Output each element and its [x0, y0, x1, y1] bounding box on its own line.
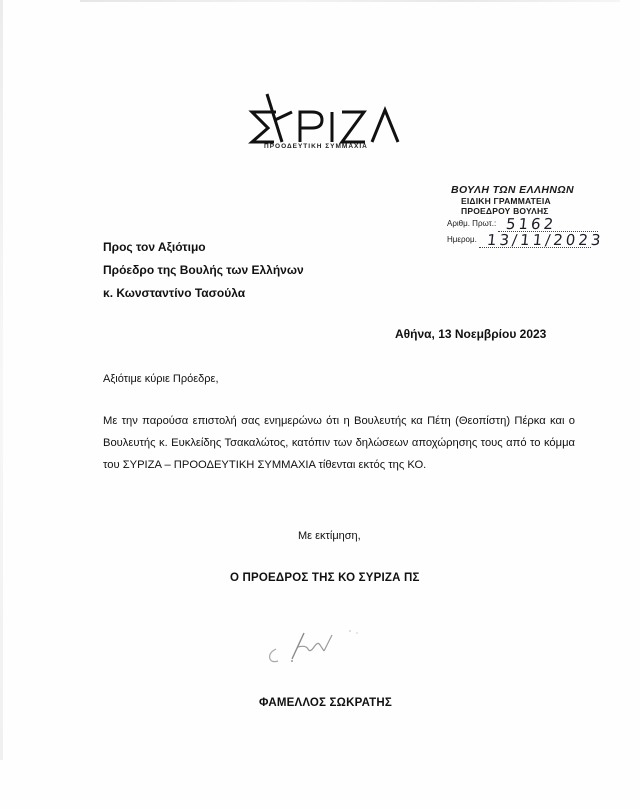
protocol-label: Αριθμ. Πρωτ.: [447, 219, 497, 228]
addressee-line-3: κ. Κωνσταντίνο Τασούλα [103, 286, 246, 300]
protocol-number: 5162 [505, 215, 558, 233]
stamp-line-president: ΠΡΟΕΔΡΟΥ ΒΟΥΛΗΣ [461, 206, 549, 216]
scan-edge-top [80, 0, 620, 2]
letter-body: Με την παρούσα επιστολή σας ενημερώνω ότι η Βουλευτής κα Πέτη (Θεοπίστη) Πέρκα και ο Βουλευτής κ. Ευκλείδης Τσακαλώτος, κατόπιν των δηλώσεων αποχώρησης τους από το κόμμα του ΣΥΡΙΖΑ – ΠΡΟΟΔΕΥΤΙΚΗ ΣΥΜΜΑΧΙΑ τίθενται εκτός της ΚΟ. [103, 415, 575, 471]
stamp-line-secretariat: ΕΙΔΙΚΗ ΓΡΑΜΜΑΤΕΙΑ [461, 196, 551, 206]
salutation: Αξιότιμε κύριε Πρόεδρε, [103, 373, 219, 385]
stamp-protocol-field [447, 216, 617, 232]
closing: Με εκτίμηση, [298, 530, 361, 542]
signer-name: ΦΑΜΕΛΛΟΣ ΣΩΚΡΑΤΗΣ [259, 697, 392, 709]
stamp-title: ΒΟΥΛΗ ΤΩΝ ΕΛΛΗΝΩΝ [451, 184, 574, 196]
addressee-block [103, 236, 304, 305]
date-label: Ημερομ. [447, 235, 477, 244]
addressee-line-2: Πρόεδρο της Βουλής των Ελλήνων [103, 263, 304, 277]
star-sigma-logo-icon [244, 90, 404, 146]
logo-subtitle: ΠΡΟΟΔΕΥΤΙΚΗ ΣΥΜΜΑΧΙΑ [264, 143, 368, 150]
scan-edge-left [0, 0, 3, 760]
signature-scribble-icon [262, 625, 372, 670]
letter-date: Αθήνα, 13 Νοεμβρίου 2023 [395, 327, 547, 341]
date-line [479, 231, 605, 249]
parliament-stamp [447, 184, 617, 248]
addressee-line-1: Προς τον Αξιότιμο [103, 240, 206, 254]
stamp-date-value: 13/11/2023 [486, 231, 605, 249]
signer-title: Ο ΠΡΟΕΔΡΟΣ ΤΗΣ ΚΟ ΣΥΡΙΖΑ ΠΣ [230, 572, 420, 584]
stamp-date-field [447, 232, 617, 248]
handwritten-signature [262, 625, 372, 670]
